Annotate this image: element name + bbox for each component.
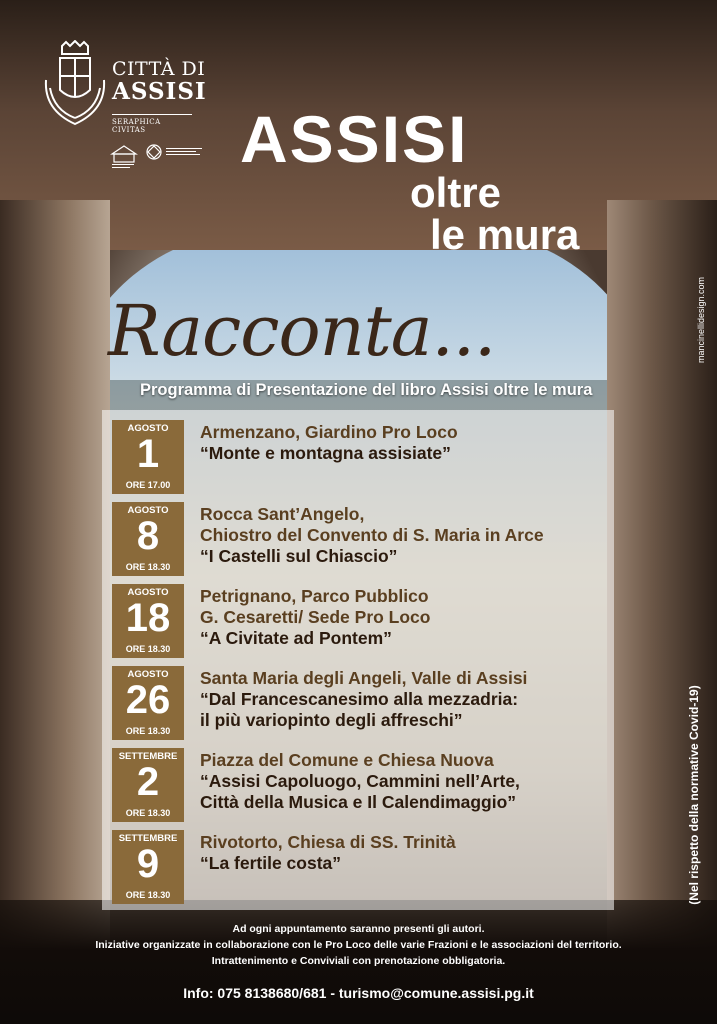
date-time: ORE 18.30 [125,726,171,736]
poster-title: ASSISI [240,102,469,176]
date-box [112,420,184,494]
poster-subtitle-line2: le mura [430,211,580,258]
date-time: ORE 18.30 [125,644,171,654]
event-location: Rocca Sant’Angelo, [200,504,365,524]
date-month: SETTEMBRE [118,751,178,762]
event-topic: “Assisi Capoluogo, Cammini nell’Arte, [200,771,520,791]
date-time: ORE 18.30 [125,562,171,572]
city-motto: SERAPHICA CIVITAS [112,114,192,134]
event-location: Rivotorto, Chiesa di SS. Trinità [200,832,456,852]
headline: Racconta... [108,290,496,372]
event-item [112,502,612,576]
event-location: G. Cesaretti/ Sede Pro Loco [200,607,431,627]
event-item [112,420,612,494]
date-month: AGOSTO [127,423,169,434]
date-time: ORE 17.00 [125,480,171,490]
event-topic: “Dal Francescanesimo alla mezzadria: [200,689,519,709]
date-time: ORE 18.30 [125,890,171,900]
date-day: 1 [136,432,160,476]
event-topic: Città della Musica e Il Calendimaggio” [200,792,517,812]
event-description [200,586,620,649]
covid-note-text: (Nel rispetto della normative Covid-19) [687,685,701,905]
date-month: AGOSTO [127,587,169,598]
event-description [200,750,620,813]
city-crest-icon [40,40,110,132]
date-day: 8 [136,514,160,558]
date-box [112,584,184,658]
footer-line: Iniziative organizzate in collaborazione con le Pro Loco delle varie Frazioni e le associazioni del territorio. [95,939,622,951]
event-topic: “Monte e montagna assisiate” [200,443,451,463]
event-topic: il più variopinto degli affreschi” [200,710,463,730]
footer-notes [0,921,717,969]
poster-subtitle-line1: oltre [410,169,502,216]
event-description [200,668,620,731]
event-description [200,422,620,464]
unesco-logo-icon [108,140,208,170]
footer-line: Intrattenimento e Conviviali con prenotazione obbligatoria. [211,955,506,967]
event-item [112,748,612,822]
design-credit-text: mancinellidesign.com [696,276,706,364]
date-box [112,748,184,822]
covid-note [684,670,704,920]
event-location: Petrignano, Parco Pubblico [200,586,429,606]
event-location: Armenzano, Giardino Pro Loco [200,422,458,442]
event-description [200,504,620,567]
date-day: 2 [136,760,160,804]
event-topic: “A Civitate ad Pontem” [200,628,392,648]
event-topic: “I Castelli sul Chiascio” [200,546,398,566]
date-month: SETTEMBRE [118,833,178,844]
date-box [112,830,184,904]
date-time: ORE 18.30 [125,808,171,818]
date-box [112,666,184,740]
program-title: Programma di Presentazione del libro Assisi oltre le mura [140,381,593,399]
footer-line: Ad ogni appuntamento saranno presenti gli autori. [232,923,485,935]
date-month: AGOSTO [127,505,169,516]
date-month: AGOSTO [127,669,169,680]
event-description [200,832,620,874]
event-location: Chiostro del Convento di S. Maria in Arce [200,525,544,545]
city-name-line1: CITTÀ DI [112,58,206,80]
event-item [112,666,612,740]
date-box [112,502,184,576]
event-location: Piazza del Comune e Chiesa Nuova [200,750,494,770]
date-day: 26 [125,678,171,722]
event-item [112,584,612,658]
event-topic: “La fertile costa” [200,853,342,873]
city-name [112,60,207,104]
event-location: Santa Maria degli Angeli, Valle di Assisi [200,668,528,688]
city-name-line2: ASSISI [112,77,207,105]
contact-info: Info: 075 8138680/681 - turismo@comune.assisi.pg.it [183,985,534,1001]
date-day: 9 [136,842,160,886]
design-credit [694,270,708,370]
event-item [112,830,612,904]
date-day: 18 [125,596,171,640]
